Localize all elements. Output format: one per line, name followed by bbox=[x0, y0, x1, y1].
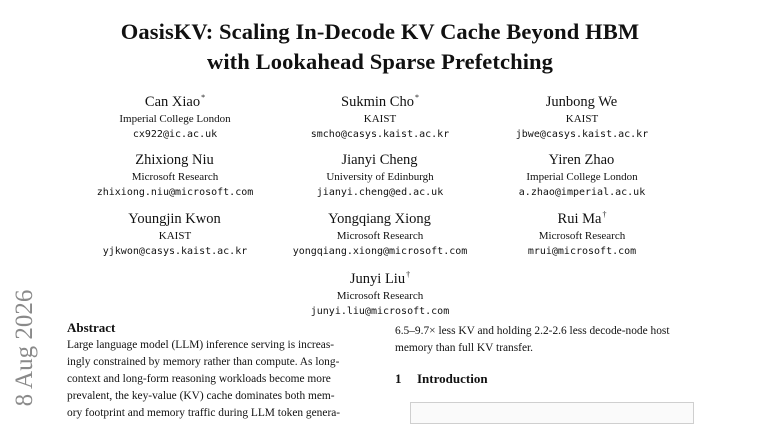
author-name: Yongqiang Xiong bbox=[328, 211, 431, 227]
abstract-line: Large language model (LLM) inference serving is increas- bbox=[67, 339, 335, 351]
abstract-continuation-line: 6.5–9.7× less KV and holding 2.2-2.6 less decode-node host bbox=[395, 325, 670, 337]
author-affiliation: Imperial College London bbox=[526, 171, 638, 183]
author-email: junyi.liu@microsoft.com bbox=[310, 306, 450, 317]
author-block bbox=[65, 205, 285, 259]
author-email: yongqiang.xiong@microsoft.com bbox=[292, 246, 468, 257]
author-mark: * bbox=[414, 93, 419, 102]
abstract-heading: Abstract bbox=[67, 320, 116, 335]
arxiv-date-stamp bbox=[5, 285, 45, 410]
paper-title-line-1: OasisKV: Scaling In-Decode KV Cache Beyond HBM bbox=[120, 19, 640, 44]
section-number: 1 bbox=[395, 371, 402, 386]
author-block bbox=[65, 88, 285, 142]
author-email: cx922@ic.ac.uk bbox=[132, 129, 218, 140]
author-mark: † bbox=[602, 210, 607, 219]
author-name: Yiren Zhao bbox=[548, 152, 615, 168]
author-name: Junyi Liu bbox=[349, 271, 406, 287]
author-name: Junbong We bbox=[545, 94, 618, 110]
author-block bbox=[472, 88, 692, 142]
author-affiliation: Microsoft Research bbox=[131, 171, 219, 183]
abstract-line: context and long-form reasoning workloads become more bbox=[67, 373, 331, 385]
author-block bbox=[270, 88, 490, 142]
author-block bbox=[472, 205, 692, 259]
abstract-line: prevalent, the key-value (KV) cache dominates both mem- bbox=[67, 390, 335, 402]
author-mark: * bbox=[201, 93, 206, 102]
author-block bbox=[270, 265, 490, 319]
author-affiliation: Imperial College London bbox=[119, 113, 231, 125]
author-name: Sukmin Cho bbox=[341, 94, 414, 110]
author-mark: † bbox=[406, 270, 411, 279]
abstract-continuation-line: memory than full KV transfer. bbox=[395, 342, 534, 354]
author-affiliation: Microsoft Research bbox=[336, 230, 424, 242]
author-block bbox=[270, 205, 490, 259]
author-name: Youngjin Kwon bbox=[128, 211, 221, 227]
author-name: Can Xiao bbox=[144, 94, 201, 110]
author-affiliation: KAIST bbox=[565, 113, 599, 125]
section-heading-introduction bbox=[395, 370, 488, 388]
author-name: Zhixiong Niu bbox=[135, 152, 214, 168]
abstract-continuation bbox=[395, 323, 695, 357]
author-affiliation: KAIST bbox=[158, 230, 192, 242]
abstract-line: ingly constrained by memory rather than compute. As long- bbox=[67, 356, 340, 368]
figure-placeholder bbox=[410, 402, 694, 424]
author-block bbox=[472, 146, 692, 200]
author-email: yjkwon@casys.kaist.ac.kr bbox=[102, 246, 248, 257]
author-email: jbwe@casys.kaist.ac.kr bbox=[515, 129, 649, 140]
author-affiliation: Microsoft Research bbox=[336, 290, 424, 302]
author-affiliation: University of Edinburgh bbox=[326, 171, 434, 183]
author-block bbox=[270, 146, 490, 200]
paper-title bbox=[0, 17, 760, 77]
author-name: Rui Ma bbox=[557, 211, 602, 227]
author-email: a.zhao@imperial.ac.uk bbox=[518, 187, 646, 198]
author-email: zhixiong.niu@microsoft.com bbox=[96, 187, 254, 198]
abstract-body bbox=[67, 337, 372, 422]
author-block bbox=[65, 146, 285, 200]
abstract-line: ory footprint and memory traffic during LLM token genera- bbox=[67, 407, 341, 419]
author-affiliation: KAIST bbox=[363, 113, 397, 125]
author-affiliation: Microsoft Research bbox=[538, 230, 626, 242]
author-name: Jianyi Cheng bbox=[341, 152, 418, 168]
author-email: jianyi.cheng@ed.ac.uk bbox=[316, 187, 444, 198]
section-title: Introduction bbox=[417, 371, 488, 386]
author-email: mrui@microsoft.com bbox=[527, 246, 637, 257]
paper-title-line-2: with Lookahead Sparse Prefetching bbox=[206, 49, 554, 74]
author-email: smcho@casys.kaist.ac.kr bbox=[310, 129, 450, 140]
date-stamp-text: 8 Aug 2026 bbox=[11, 289, 38, 406]
